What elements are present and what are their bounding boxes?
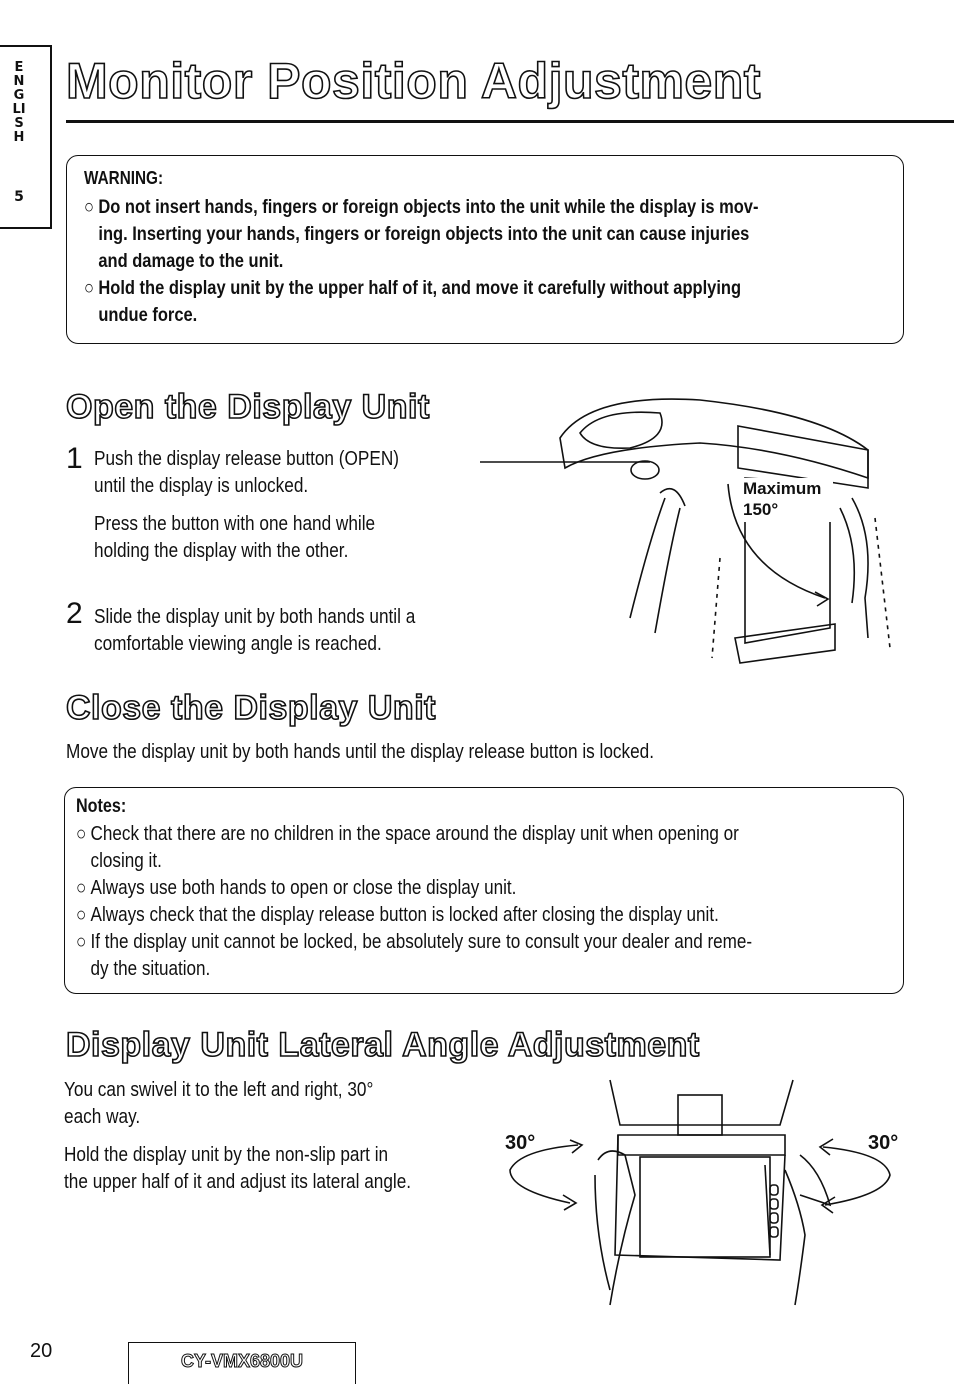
lateral-line: You can swivel it to the left and right, 30° — [64, 1079, 374, 1101]
note-item — [76, 875, 897, 902]
page-number: 20 — [30, 1340, 53, 1362]
screen-panel — [640, 1157, 770, 1257]
lateral-section-title: Display Unit Lateral Angle Adjustment — [66, 1026, 700, 1064]
warning-line: Hold the display unit by the upper half of it, and move it carefully without applying — [98, 277, 742, 299]
language-label: ENGLISH — [12, 60, 26, 145]
bullet-icon: ○ — [76, 931, 87, 953]
close-instruction: Move the display unit by both hands until the display release button is locked. — [66, 741, 655, 763]
lateral-line: Hold the display unit by the non-slip part in — [64, 1144, 389, 1166]
warning-line: and damage to the unit. — [98, 250, 284, 272]
model-box — [128, 1342, 356, 1384]
bullet-icon: ○ — [76, 904, 87, 926]
step-subtext — [94, 511, 375, 565]
ceiling-unit — [560, 399, 868, 478]
hand-right — [840, 498, 868, 638]
close-section-title: Close the Display Unit — [66, 689, 436, 727]
bullet-icon: ○ — [84, 196, 94, 218]
note-line: Always check that the display release button is locked after closing the display unit. — [90, 904, 719, 926]
angle-label-left: 30° — [505, 1132, 536, 1154]
hand-right — [785, 1155, 830, 1305]
note-line: dy the situation. — [90, 958, 211, 980]
lateral-text — [64, 1077, 373, 1131]
note-item — [76, 929, 897, 983]
lateral-text — [64, 1142, 411, 1196]
note-line: Check that there are no children in the space around the display unit when opening or — [90, 823, 739, 845]
note-item — [76, 821, 897, 875]
model-name: CY-VMX6800U — [180, 1351, 304, 1371]
open-section-title: Open the Display Unit — [66, 388, 430, 426]
language-tab — [0, 45, 52, 229]
figure-label-angle: 150° — [743, 500, 779, 519]
step-line: holding the display with the other. — [94, 540, 349, 562]
step-number: 1 — [66, 442, 83, 475]
warning-line: undue force. — [98, 304, 198, 326]
warning-item — [84, 275, 892, 329]
title-rule — [66, 120, 954, 123]
warning-heading: WARNING: — [84, 168, 164, 188]
warning-line: Do not insert hands, fingers or foreign objects into the unit while the display is mov- — [98, 196, 759, 218]
release-button — [631, 461, 659, 479]
note-line: If the display unit cannot be locked, be absolutely sure to consult your dealer and reme- — [90, 931, 753, 953]
step-text — [94, 604, 415, 658]
step-line: Press the button with one hand while — [94, 513, 376, 535]
page-title: Monitor Position Adjustment — [66, 53, 761, 109]
warning-line: ing. Inserting your hands, fingers or foreign objects into the unit can cause injuries — [98, 223, 750, 245]
note-item — [76, 902, 897, 929]
figure-label-maximum: Maximum — [743, 479, 822, 498]
step-line: until the display is unlocked. — [94, 475, 309, 497]
bullet-icon: ○ — [84, 277, 94, 299]
ceiling-unit — [610, 1080, 793, 1125]
step-number: 2 — [66, 597, 83, 630]
step-line: Push the display release button (OPEN) — [94, 448, 399, 470]
step-text — [94, 446, 399, 500]
bullet-icon: ○ — [76, 877, 87, 899]
notes-heading: Notes: — [76, 796, 127, 817]
control-buttons — [770, 1185, 778, 1237]
section-number: 5 — [14, 189, 24, 205]
step-line: comfortable viewing angle is reached. — [94, 633, 382, 655]
swivel-arrow-right — [823, 1147, 890, 1205]
warning-item — [84, 194, 892, 275]
open-display-illustration — [480, 388, 900, 670]
bullet-icon: ○ — [76, 823, 87, 845]
lateral-line: each way. — [64, 1106, 141, 1128]
hand-left — [630, 489, 685, 633]
note-line: Always use both hands to open or close the display unit. — [90, 877, 517, 899]
angle-label-right: 30° — [868, 1132, 899, 1154]
dome-light — [580, 412, 662, 448]
lateral-swivel-illustration — [500, 1075, 900, 1310]
mount-bracket — [678, 1095, 722, 1135]
lateral-line: the upper half of it and adjust its lateral angle. — [64, 1171, 412, 1193]
note-line: closing it. — [90, 850, 162, 872]
step-line: Slide the display unit by both hands until a — [94, 606, 416, 628]
